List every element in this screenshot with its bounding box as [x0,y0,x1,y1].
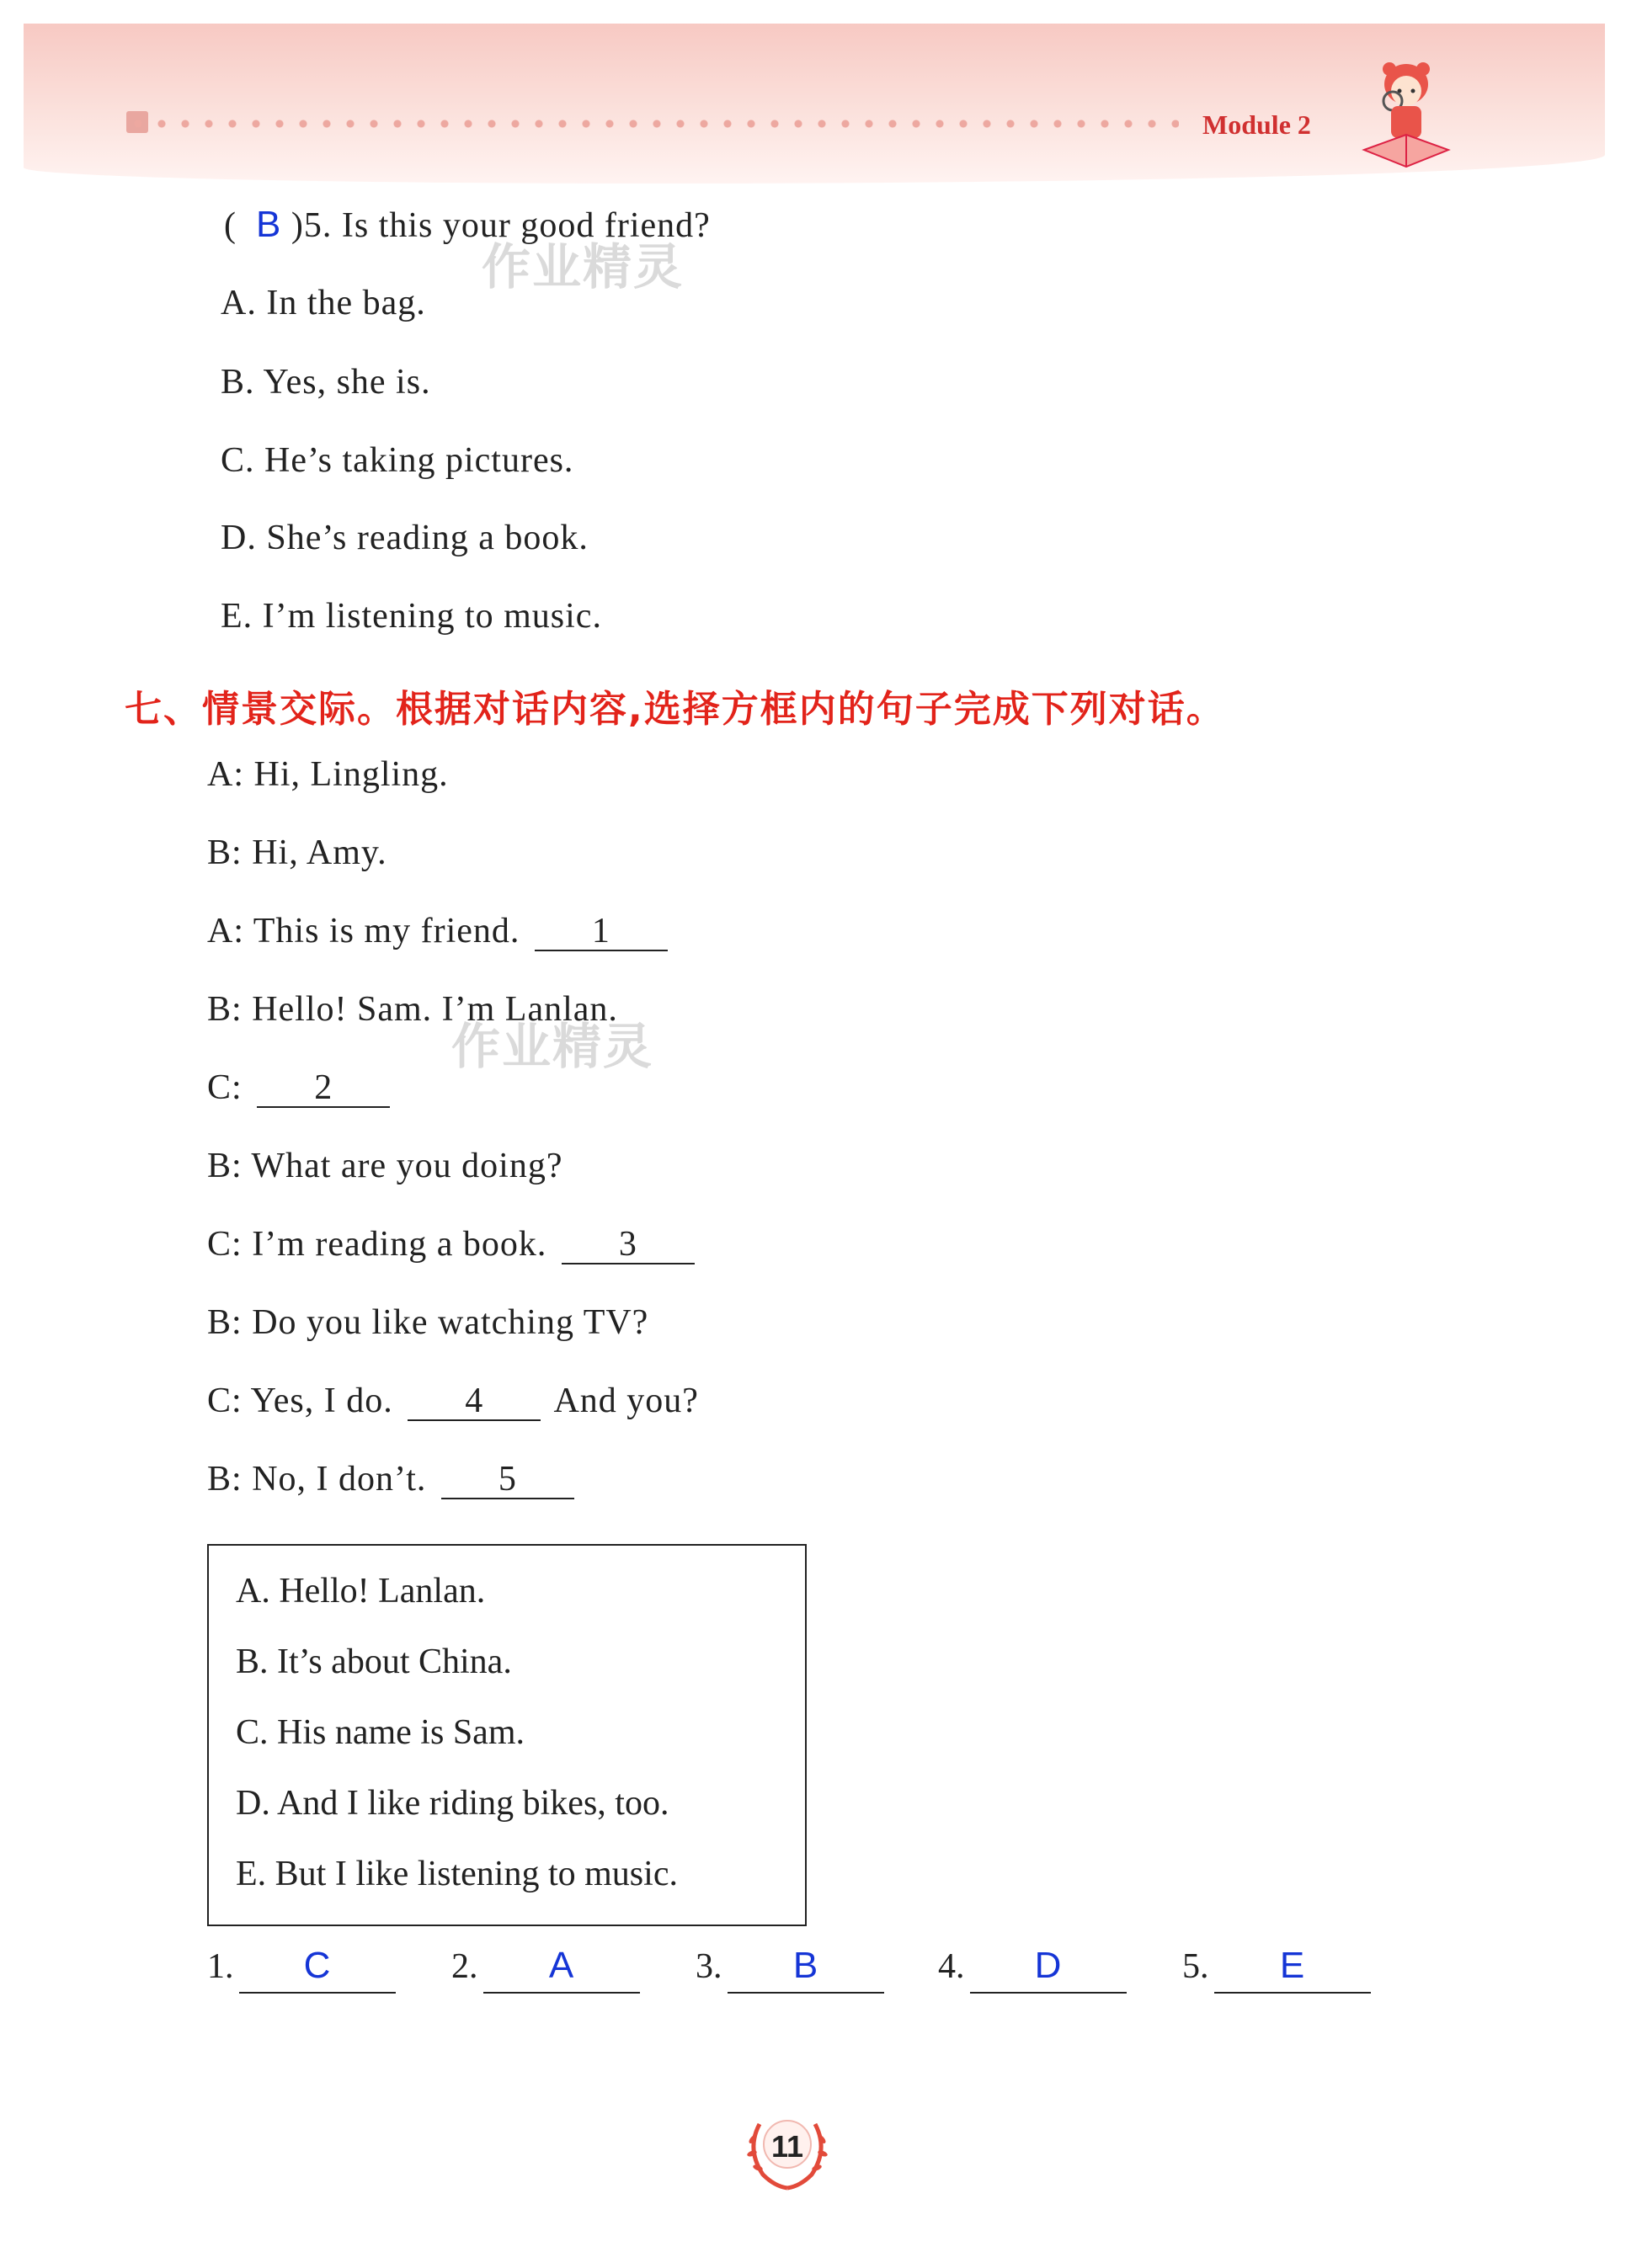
blank-3[interactable]: 3 [562,1226,695,1264]
dialogue-speaker: C: [207,1382,243,1420]
dialogue-speaker: B: [207,990,243,1029]
question5-stem: )5. Is this your good friend? [291,206,711,245]
answer-number: 5. [1182,1947,1209,1986]
answer-item [1182,1946,1376,1994]
answer-blank[interactable]: A [483,1946,640,1994]
section7-title: 七、情景交际。根据对话内容,选择方框内的句子完成下列对话。 [125,688,1225,731]
answer-number: 2. [451,1947,478,1986]
dialogue-text: Hi, Lingling. [253,755,449,794]
answer-item [696,1946,889,1994]
question5-option-b: B. Yes, she is. [221,363,431,402]
dialogue-text: I’m reading a book. [252,1225,547,1264]
answer-blank[interactable]: C [239,1946,396,1994]
answer-number: 1. [207,1947,234,1986]
answer-number: 3. [696,1947,722,1986]
dialogue-text: What are you doing? [251,1147,563,1185]
header-dotted-line [126,118,1179,130]
dialogue-text: Yes, I do. [250,1382,393,1420]
dialogue-text: Do you like watching TV? [252,1303,649,1342]
dialogue-speaker: B: [207,1303,243,1342]
question5-option-d: D. She’s reading a book. [221,519,589,557]
question5-open-paren: ( [224,206,237,245]
answer-number: 4. [938,1947,965,1986]
blank-1[interactable]: 1 [535,913,668,951]
dialogue-speaker: C: [207,1225,243,1264]
dialogue-speaker: A: [207,912,244,950]
dialogue-text: And you? [553,1382,699,1420]
girl-reading-mascot-icon [1347,51,1465,177]
box-option-e: E. But I like listening to music. [236,1855,678,1893]
dialogue-text: Hi, Amy. [252,833,387,872]
watermark: 作业精灵 [482,238,685,295]
answer-item [207,1946,401,1994]
options-box [207,1544,807,1926]
dialogue-line [207,1067,395,1108]
dialogue-line [207,911,673,951]
dialogue-speaker: C: [207,1068,243,1107]
question5-option-a: A. In the bag. [221,284,426,322]
dialogue-line [207,833,387,873]
blank-4[interactable]: 4 [408,1382,541,1421]
page-number: 11 [770,2129,804,2164]
module-label: Module 2 [1202,109,1311,140]
dialogue-line [207,754,449,795]
answer-blank[interactable]: E [1214,1946,1371,1994]
question5-option-c: C. He’s taking pictures. [221,441,574,480]
answer-item [938,1946,1132,1994]
dialogue-speaker: B: [207,833,243,872]
box-option-a: A. Hello! Lanlan. [236,1572,486,1610]
dialogue-line [207,1459,579,1499]
dialogue-text: This is my friend. [253,912,520,950]
question5-option-e: E. I’m listening to music. [221,597,602,636]
answer-item [451,1946,645,1994]
dialogue-speaker: B: [207,1460,243,1499]
dialogue-speaker: A: [207,755,244,794]
dialogue-speaker: B: [207,1147,243,1185]
dialogue-text: Hello! Sam. I’m Lanlan. [252,990,618,1029]
blank-2[interactable]: 2 [257,1069,390,1108]
box-option-b: B. It’s about China. [236,1642,512,1681]
dialogue-line [207,1302,648,1343]
watermark: 作业精灵 [451,1018,654,1075]
box-option-d: D. And I like riding bikes, too. [236,1784,669,1823]
box-option-c: C. His name is Sam. [236,1713,525,1752]
blank-5[interactable]: 5 [441,1461,574,1499]
answer-blank[interactable]: D [970,1946,1127,1994]
dialogue-line [207,1146,562,1186]
answer-blank[interactable]: B [728,1946,884,1994]
dialogue-text: No, I don’t. [252,1460,427,1499]
question5-answer: B [256,204,282,245]
dialogue-line [207,1381,699,1421]
page-number-badge [741,2107,834,2191]
dialogue-line [207,1224,700,1264]
